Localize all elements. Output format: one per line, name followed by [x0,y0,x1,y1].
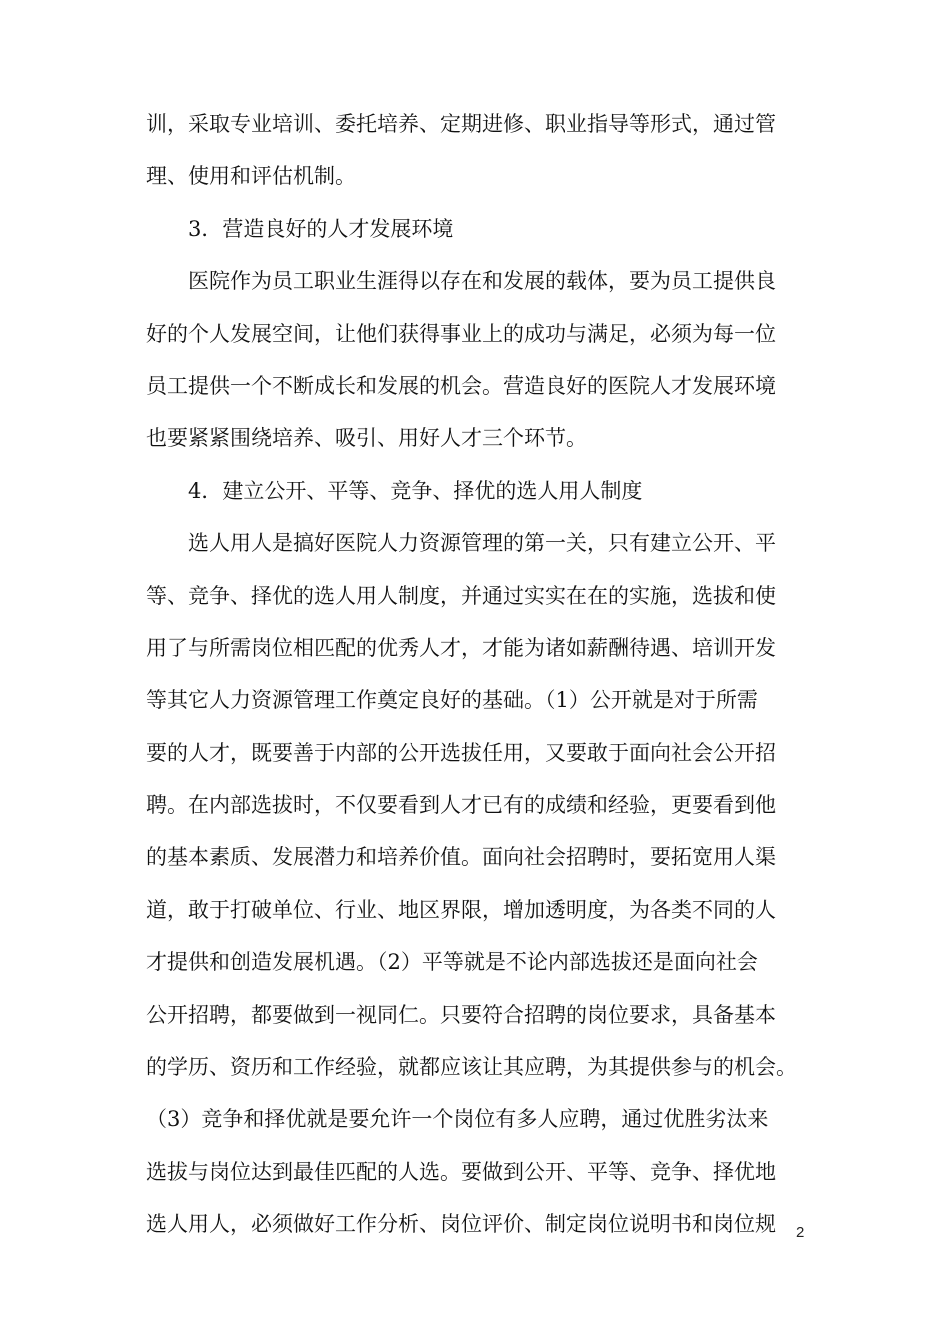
text-line: 公开招聘，都要做到一视同仁。只要符合招聘的岗位要求，具备基本 [146,1002,776,1027]
text-line: 才提供和创造发展机遇。（2）平等就是不论内部选拔还是面向社会 [146,950,758,975]
text-line: 选人用人，必须做好工作分析、岗位评价、制定岗位说明书和岗位规 [146,1212,776,1237]
text-line: 用了与所需岗位相匹配的优秀人才，才能为诸如薪酬待遇、培训开发 [146,635,776,660]
page-number: 2 [796,1224,805,1241]
text-line: 等、竞争、择优的选人用人制度，并通过实实在在的实施，选拔和使 [146,583,776,608]
text-line: 也要紧紧围绕培养、吸引、用好人才三个环节。 [146,426,587,451]
text-line: 好的个人发展空间，让他们获得事业上的成功与满足，必须为每一位 [146,321,776,346]
text-line: 的学历、资历和工作经验，就都应该让其应聘，为其提供参与的机会。 [146,1055,797,1080]
text-line: 选拔与岗位达到最佳匹配的人选。要做到公开、平等、竞争、择优地 [146,1159,776,1184]
text-line: （3）竞争和择优就是要允许一个岗位有多人应聘，通过优胜劣汰来 [146,1107,769,1132]
text-line: 等其它人力资源管理工作奠定良好的基础。（1）公开就是对于所需 [146,688,758,713]
text-line: 员工提供一个不断成长和发展的机会。营造良好的医院人才发展环境 [146,373,776,398]
section-heading: 3．营造良好的人才发展环境 [188,216,454,241]
section-heading: 4．建立公开、平等、竞争、择优的选人用人制度 [188,478,643,503]
text-line: 理、使用和评估机制。 [146,164,356,189]
text-line: 训，采取专业培训、委托培养、定期进修、职业指导等形式，通过管 [146,112,776,136]
text-line: 要的人才，既要善于内部的公开选拔任用，又要敢于面向社会公开招 [146,740,776,765]
text-line: 聘。在内部选拔时，不仅要看到人才已有的成绩和经验，更要看到他 [146,793,776,818]
body-text [146,98,826,1251]
text-line: 选人用人是搞好医院人力资源管理的第一关，只有建立公开、平 [188,531,776,556]
text-line: 医院作为员工职业生涯得以存在和发展的载体，要为员工提供良 [188,269,776,294]
text-line: 道，敢于打破单位、行业、地区界限，增加透明度，为各类不同的人 [146,897,776,922]
text-line: 的基本素质、发展潜力和培养价值。面向社会招聘时，要拓宽用人渠 [146,845,776,870]
